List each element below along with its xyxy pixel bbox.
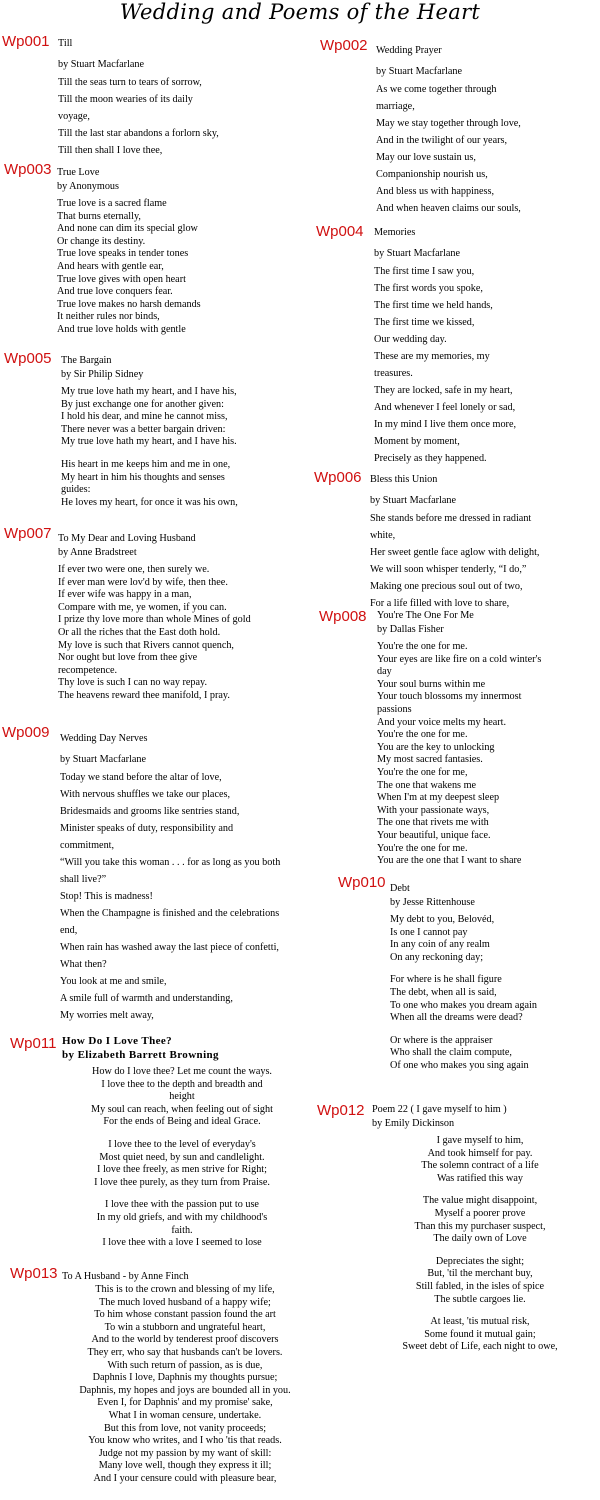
poem-line: Your beautiful, unique face.: [377, 829, 491, 841]
poem-to-a-husband: [62, 1270, 308, 1486]
poem-line: The heavens reward thee manifold, I pray.: [58, 689, 230, 701]
poem-line: And whenever I feel lonely or sad,: [374, 402, 516, 413]
poem-line: As we come together through: [376, 84, 497, 95]
poem-line: But, 'til the merchant buy,: [427, 1268, 533, 1280]
poem-line: The first time we held hands,: [374, 300, 493, 311]
poem-line: This is to the crown and blessing of my life,: [95, 1284, 275, 1295]
poem-bless-this-union: [370, 473, 539, 610]
poem-line: They are locked, safe in my heart,: [374, 385, 513, 396]
poem-line: You are the key to unlocking: [377, 741, 495, 753]
poem-line: My debt to you, Belovéd,: [390, 914, 495, 925]
poem-line: True love is a sacred flame: [57, 198, 167, 209]
poem-author: by Stuart Macfarlane: [60, 754, 146, 765]
poem-line: I love thee to the level of everyday's: [108, 1138, 256, 1150]
poem-line: My heart in him his thoughts and senses: [61, 471, 225, 483]
poem-line: When all the dreams were dead?: [390, 1012, 523, 1024]
poem-line: And took himself for pay.: [427, 1147, 533, 1159]
poem-code: Wp006: [314, 469, 362, 486]
poem-line: commitment,: [60, 840, 115, 851]
poem-line: And true love conquers fear.: [57, 286, 173, 298]
poem-author: by Jesse Rittenhouse: [390, 897, 475, 908]
poem-line: For a life filled with love to share,: [370, 598, 510, 609]
poem-line: You're the one for me,: [377, 766, 468, 778]
poem-title: To A Husband - by Anne Finch: [62, 1271, 189, 1282]
poem-line: My most sacred fantasies.: [377, 754, 483, 766]
poem-line: [390, 964, 537, 974]
poem-title: Memories: [374, 227, 416, 238]
poem-memories: [374, 226, 516, 465]
poem-line: The daily own of Love: [433, 1233, 527, 1245]
poem-line: And I your censure could with pleasure bear,: [93, 1472, 277, 1484]
poem-line: Myself a poorer prove: [434, 1207, 526, 1219]
poem-line: The first words you spoke,: [374, 283, 483, 294]
poem-author: by Dallas Fisher: [377, 624, 444, 635]
poem-code: Wp005: [4, 350, 52, 367]
poem-line: I prize thy love more than whole Mines of gold: [58, 614, 251, 626]
poem-author: by Anonymous: [57, 181, 119, 192]
poem-line: Or change its destiny.: [57, 235, 146, 247]
poem-author: by Anne Bradstreet: [58, 547, 137, 558]
poem-line: When the Champagne is finished and the celebrations: [60, 908, 280, 919]
poem-line: And true love holds with gentle: [57, 323, 186, 335]
poem-line: To one who makes you dream again: [390, 999, 537, 1011]
poem-line: May our love sustain us,: [376, 152, 476, 163]
poem-line: You know who writes, and I who 'tis that reads.: [88, 1435, 282, 1447]
poem-author: by Emily Dickinson: [372, 1118, 455, 1129]
poem-line: The one that rivets me with: [377, 817, 489, 829]
poem-22-dickinson: [372, 1103, 588, 1354]
poem-line: My true love hath my heart, and I have his.: [61, 436, 237, 448]
poem-line: True love makes no harsh demands: [57, 298, 201, 310]
poem-line: I gave myself to him,: [436, 1135, 524, 1146]
poem-line: Was ratified this way: [436, 1172, 524, 1184]
poem-line: What I in woman censure, undertake.: [108, 1409, 262, 1421]
poem-author: by Stuart Macfarlane: [376, 66, 462, 77]
poem-line: You're the one for me.: [377, 641, 468, 652]
poem-line: And your voice melts my heart.: [377, 716, 507, 728]
poem-line: [372, 1306, 588, 1316]
poem-line: It neither rules nor binds,: [57, 311, 160, 323]
poem-line: I love thee freely, as men strive for Right;: [97, 1164, 267, 1176]
poem-line: [62, 1129, 302, 1139]
poem-line: His heart in me keeps him and me in one,: [61, 458, 231, 470]
poem-line: [62, 1189, 302, 1199]
poem-line: You look at me and smile,: [60, 976, 167, 987]
poem-code: Wp001: [2, 33, 50, 50]
poem-title: You're The One For Me: [377, 610, 474, 621]
poem-line: When I'm at my deepest sleep: [377, 792, 500, 804]
poem-title: How Do I Love Thee?: [62, 1035, 173, 1047]
poem-line: Compare with me, ye women, if you can.: [58, 601, 227, 613]
poem-line: On any reckoning day;: [390, 951, 484, 963]
poem-line: By just exchange one for another given:: [61, 398, 224, 410]
poem-line: To win a stubborn and ungrateful heart,: [104, 1321, 266, 1333]
poem-line: Till then shall I love thee,: [58, 145, 163, 156]
poem-line: [372, 1246, 588, 1256]
poem-code: Wp009: [2, 724, 50, 741]
poem-line: I hold his dear, and mine he cannot miss,: [61, 411, 228, 423]
poem-line: And to the world by tenderest proof discovers: [91, 1334, 279, 1346]
poem-line: You're the one for me.: [377, 842, 468, 854]
poem-to-my-dear-husband: [58, 532, 251, 703]
poem-line: Some found it mutual gain;: [424, 1328, 536, 1340]
poem-line: Our wedding day.: [374, 334, 447, 345]
poem-line: If ever man were lov'd by wife, then thee.: [58, 576, 228, 588]
poem-line: Your touch blossoms my innermost: [377, 691, 522, 703]
poem-the-bargain: [61, 354, 238, 509]
poem-line: With your passionate ways,: [377, 804, 490, 816]
poem-line: Thy love is such I can no way repay.: [58, 677, 207, 689]
poem-wedding-day-nerves: [60, 732, 280, 1022]
poem-line: Even I, for Daphnis' and my promise' sake,: [97, 1397, 273, 1409]
poem-line: day: [377, 666, 392, 678]
poem-line: “Will you take this woman . . . for as long as you both: [60, 857, 281, 868]
poem-line: end,: [60, 925, 78, 936]
poem-line: You're the one for me.: [377, 729, 468, 741]
poem-line: These are my memories, my: [374, 351, 490, 362]
poem-line: The first time we kissed,: [374, 317, 475, 328]
poem-author: by Sir Philip Sidney: [61, 369, 144, 380]
poem-line: I love thee with the passion put to use: [105, 1199, 259, 1211]
poem-line: The value might disappoint,: [422, 1195, 538, 1207]
poem-line: height: [169, 1091, 195, 1103]
page-title: Wedding and Poems of the Heart: [119, 0, 481, 24]
poem-line: faith.: [171, 1224, 193, 1236]
poem-line: And hears with gentle ear,: [57, 260, 164, 272]
poem-author: by Elizabeth Barrett Browning: [62, 1049, 219, 1061]
poem-author: by Stuart Macfarlane: [370, 495, 456, 506]
poem-code: Wp002: [320, 37, 368, 54]
poem-line: treasures.: [374, 368, 413, 379]
poem-line: She stands before me dressed in radiant: [370, 513, 532, 524]
poem-line: There never was a better bargain driven:: [61, 423, 226, 435]
poem-line: But this from love, not vanity proceeds;: [103, 1422, 267, 1434]
poem-line: True love gives with open heart: [57, 273, 186, 285]
poem-title: To My Dear and Loving Husband: [58, 533, 196, 544]
poem-line: How do I love thee? Let me count the ways.: [92, 1066, 272, 1077]
poem-line: white,: [370, 530, 396, 541]
poem-line: Sweet debt of Life, each night to owe,: [402, 1341, 558, 1353]
poem-line: My soul can reach, when feeling out of sight: [91, 1103, 273, 1115]
poem-title: Till: [58, 38, 73, 49]
poem-line: Making one precious soul out of two,: [370, 581, 523, 592]
poem-line: That burns eternally,: [57, 210, 141, 222]
poem-code: Wp012: [317, 1102, 365, 1119]
poem-youre-the-one: [377, 609, 541, 868]
poem-line: Judge not my passion by my want of skill:: [98, 1447, 272, 1459]
poem-code: Wp008: [319, 608, 367, 625]
poem-line: I love thee to the depth and breadth and: [101, 1078, 263, 1090]
poem-line: The subtle cargoes lie.: [434, 1293, 526, 1305]
poem-line: recompetence.: [58, 664, 118, 676]
poem-line: marriage,: [376, 101, 415, 112]
poem-line: He loves my heart, for once it was his own,: [61, 496, 238, 508]
poem-line: Your eyes are like fire on a cold winter's: [377, 653, 542, 665]
poem-line: When rain has washed away the last piece of confetti,: [60, 942, 279, 953]
poem-author: by Stuart Macfarlane: [58, 59, 144, 70]
poem-line: And bless us with happiness,: [376, 186, 495, 197]
poem-title: The Bargain: [61, 355, 112, 366]
poem-line: Or where is the appraiser: [390, 1034, 493, 1046]
poem-line: Is one I cannot pay: [390, 926, 468, 938]
poem-line: My true love hath my heart, and I have his,: [61, 386, 237, 397]
poem-line: Nor ought but love from thee give: [58, 652, 198, 664]
poem-line: Most quiet need, by sun and candlelight.: [99, 1151, 265, 1163]
poem-line: Stop! This is madness!: [60, 891, 153, 902]
poem-debt: [390, 882, 537, 1073]
poem-wedding-prayer: [376, 44, 521, 215]
poem-line: Till the moon wearies of its daily: [58, 94, 193, 105]
poem-line: True love speaks in tender tones: [57, 248, 189, 260]
poem-title: Debt: [390, 883, 410, 894]
poem-line: My worries melt away,: [60, 1010, 154, 1021]
poem-line: To him whose constant passion found the art: [94, 1309, 276, 1321]
poem-line: The much loved husband of a happy wife;: [99, 1296, 271, 1308]
poem-author: by Stuart Macfarlane: [374, 248, 460, 259]
poem-title: True Love: [57, 167, 100, 178]
poem-line: And when heaven claims our souls,: [376, 203, 521, 214]
poem-line: What then?: [60, 959, 107, 970]
poem-line: The debt, when all is said,: [390, 986, 497, 998]
poem-code: Wp010: [338, 874, 386, 891]
poem-line: Moment by moment,: [374, 436, 460, 447]
poem-line: Minister speaks of duty, responsibility and: [60, 823, 234, 834]
poem-line: Daphnis, my hopes and joys are bounded all in you.: [79, 1384, 291, 1396]
poem-true-love: [57, 166, 201, 337]
poem-line: With such return of passion, as is due,: [107, 1359, 263, 1371]
poem-line: They err, who say that husbands can't be lovers.: [87, 1346, 283, 1358]
poem-line: Who shall the claim compute,: [390, 1047, 512, 1059]
poem-line: [61, 449, 238, 459]
poem-line: Till the seas turn to tears of sorrow,: [58, 77, 202, 88]
poem-line: If ever two were one, then surely we.: [58, 564, 210, 575]
poem-code: Wp004: [316, 223, 364, 240]
poem-line: voyage,: [58, 111, 90, 122]
poem-line: Still fabled, in the isles of spice: [415, 1280, 545, 1292]
poem-code: Wp013: [10, 1265, 58, 1282]
poem-line: [390, 1025, 537, 1035]
poem-line: Bridesmaids and grooms like sentries stand,: [60, 806, 240, 817]
poem-line: Of one who makes you sing again: [390, 1059, 529, 1071]
poem-line: A smile full of warmth and understanding,: [60, 993, 233, 1004]
poem-line: Your soul burns within me: [377, 678, 486, 690]
poem-line: At least, 'tis mutual risk,: [430, 1316, 530, 1328]
poem-line: Till the last star abandons a forlorn sky,: [58, 128, 219, 139]
poem-line: The first time I saw you,: [374, 266, 475, 277]
poem-line: I love thee purely, as they turn from Praise.: [94, 1176, 270, 1188]
poem-line: You are the one that I want to share: [377, 855, 522, 867]
poem-code: Wp007: [4, 525, 52, 542]
poem-line: In my old griefs, and with my childhood's: [96, 1211, 268, 1223]
poem-till: [58, 37, 219, 157]
poem-line: Companionship nourish us,: [376, 169, 488, 180]
poem-line: My love is such that Rivers cannot quench,: [58, 639, 234, 651]
poem-line: guides:: [61, 484, 91, 496]
poem-title: Bless this Union: [370, 474, 438, 485]
poem-line: Daphnis I love, Daphnis my thoughts pursue;: [92, 1372, 278, 1384]
poem-line: We will soon whisper tenderly, “I do,”: [370, 564, 527, 575]
poem-how-do-i-love-thee: [62, 1034, 302, 1250]
poem-line: And in the twilight of our years,: [376, 135, 507, 146]
poem-line: [372, 1185, 588, 1195]
poem-line: If ever wife was happy in a man,: [58, 589, 192, 601]
poem-line: In any coin of any realm: [390, 939, 490, 951]
poem-line: For the ends of Being and ideal Grace.: [103, 1116, 261, 1128]
poem-line: Today we stand before the altar of love,: [60, 772, 222, 783]
poem-line: Her sweet gentle face aglow with delight,: [370, 547, 540, 558]
poem-code: Wp011: [10, 1035, 57, 1052]
poem-line: I love thee with a love I seemed to lose: [102, 1237, 262, 1249]
poem-line: In my mind I live them once more,: [374, 419, 517, 430]
poem-line: Than this my purchaser suspect,: [414, 1220, 546, 1232]
poem-title: Wedding Prayer: [376, 45, 442, 56]
poem-line: shall live?”: [60, 874, 107, 885]
poem-line: With nervous shuffles we take our places,: [60, 789, 230, 800]
poem-line: passions: [377, 703, 412, 715]
poem-line: For where is he shall figure: [390, 974, 502, 986]
poem-line: And none can dim its special glow: [57, 223, 198, 235]
poem-line: Precisely as they happened.: [374, 453, 487, 464]
poem-line: Many love well, though they express it ill;: [98, 1460, 272, 1472]
poem-line: Depreciates the sight;: [435, 1255, 525, 1267]
poem-line: May we stay together through love,: [376, 118, 521, 129]
poem-line: The one that wakens me: [377, 779, 477, 791]
poem-title: Poem 22 ( I gave myself to him ): [372, 1104, 507, 1115]
poem-title: Wedding Day Nerves: [60, 733, 148, 744]
poem-line: Or all the riches that the East doth hold.: [58, 626, 221, 638]
poem-code: Wp003: [4, 161, 52, 178]
poem-line: The solemn contract of a life: [421, 1160, 539, 1172]
